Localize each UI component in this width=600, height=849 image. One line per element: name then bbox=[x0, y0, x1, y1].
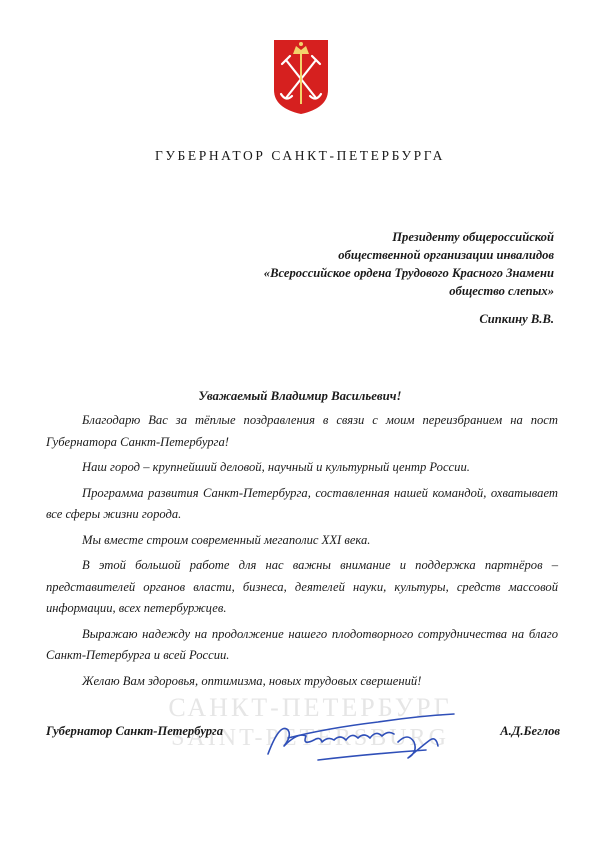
letter-paragraph: Мы вместе строим современный мегаполис XXI века. bbox=[82, 532, 371, 547]
letter-paragraph: Желаю Вам здоровья, оптимизма, новых трудовых свершений! bbox=[82, 673, 422, 688]
recipient-name: Сипкину В.В. bbox=[479, 312, 554, 326]
watermark-line: САНКТ-ПЕТЕРБУРГ bbox=[168, 693, 452, 722]
letter-body bbox=[46, 410, 558, 696]
addressee-line: Президенту общероссийской bbox=[392, 230, 554, 244]
signatory-position: Губернатор Санкт-Петербурга bbox=[46, 724, 223, 738]
letter-paragraph: Программа развития Санкт-Петербурга, составленная нашей командой, охватывает все сферы жизни города. bbox=[46, 485, 558, 521]
letter-paragraph: Выражаю надежду на продолжение нашего плодотворного сотрудничества на благо Санкт-Петербурга и всей России. bbox=[46, 626, 558, 662]
addressee-line: общество слепых» bbox=[449, 284, 554, 298]
letter-paragraph: Наш город – крупнейший деловой, научный и культурный центр России. bbox=[82, 460, 470, 474]
signatory-name: А.Д.Беглов bbox=[500, 724, 560, 738]
letter-paragraph: В этой большой работе для нас важны внимание и поддержка партнёров – представителей органов власти, бизнеса, деятелей науки, культуры, средств массовой информации, всех петербуржцев. bbox=[46, 558, 558, 615]
letter-paragraph: Благодарю Вас за тёплые поздравления в связи с моим переизбранием на пост Губернатора Санкт-Петербурга! bbox=[46, 413, 558, 449]
governor-title: ГУБЕРНАТОР САНКТ-ПЕТЕРБУРГА bbox=[154, 148, 446, 163]
coat-of-arms-icon bbox=[272, 38, 330, 116]
addressee-block bbox=[134, 228, 554, 300]
watermark-line: SAINT-PETERSBURG bbox=[171, 725, 449, 751]
handwritten-signature bbox=[258, 702, 468, 772]
salutation: Уважаемый Владимир Васильевич! bbox=[198, 389, 402, 403]
addressee-line: общественной организации инвалидов bbox=[338, 248, 554, 262]
addressee-line: «Всероссийское ордена Трудового Красного Знамени bbox=[263, 266, 554, 280]
